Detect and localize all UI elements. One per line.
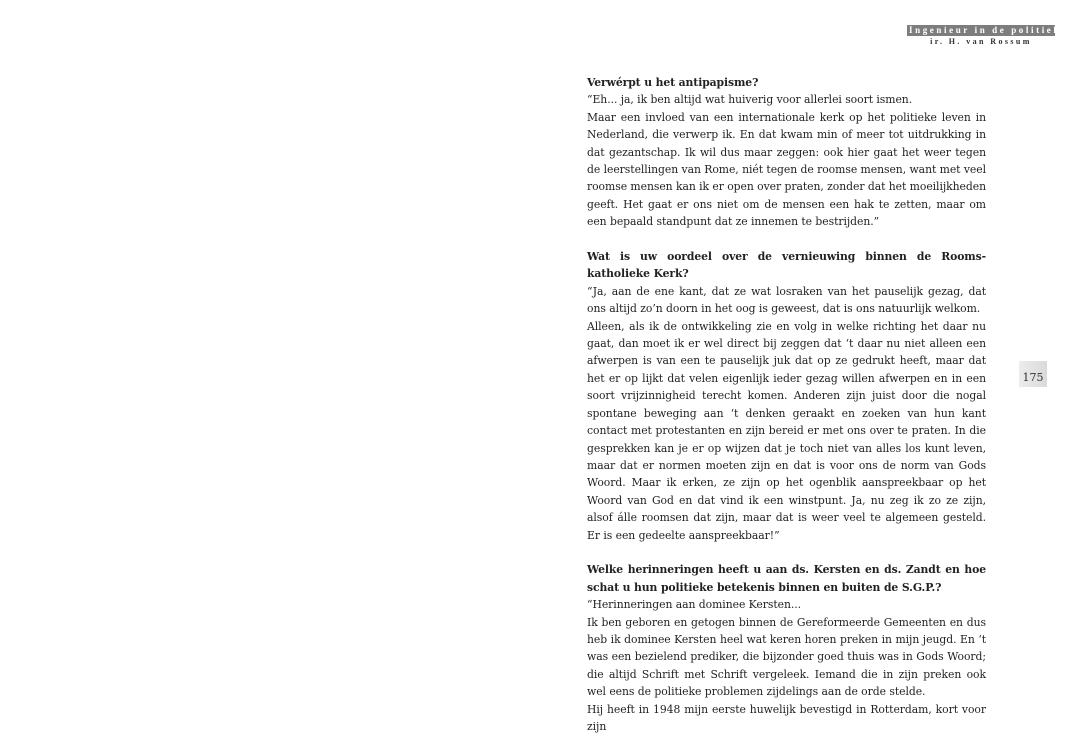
page-number-tab: [1019, 361, 1047, 387]
answer-paragraph: “Eh... ja, ik ben altijd wat huiverig voor allerlei soort ismen.: [587, 93, 913, 107]
answer-paragraph: Maar een invloed van een internationale kerk op het politieke leven in Nederland, die verwerp ik. En dat kwam min of meer tot uitdrukking in dat gezantschap. Ik wil dus maar zeggen: ook hier gaat het weer tegen de leerstellingen van Rome, niét tegen de roomse mensen, want met veel roomse mensen kan ik er open over praten, zonder dat het moeilijkheden geeft. Het gaat er ons niet om de mensen een hak te zetten, maar om een bepaald standpunt dat ze innemen te bestrijden.”: [587, 110, 987, 229]
running-head: [907, 25, 1061, 48]
interview-question: Welke herinneringen heeft u aan ds. Kersten en ds. Zandt en hoe schat u hun politieke betekenis binnen en buiten de S.G.P.?: [587, 563, 986, 594]
running-head-title: Ingenieur in de politiek: [909, 25, 1061, 35]
page-number: 175: [1022, 371, 1044, 384]
interview-question: Verwérpt u het antipapisme?: [587, 76, 759, 89]
answer-paragraph: “Ja, aan de ene kant, dat ze wat losraken van het pauselijk gezag, dat ons altijd zo’n doorn in het oog is geweest, dat is ons natuurlijk welkom.: [587, 284, 986, 316]
answer-paragraph: Alleen, als ik de ontwikkeling zie en volg in welke richting het daar nu gaat, dan moet ik er wel direct bij zeggen dat ‘t daar nu niet alleen een afwerpen is van een te pauselijk juk dat op ze gedrukt heeft, maar dat het er op lijkt dat velen eigenlijk ieder gezag willen afwerpen en in een soort vrijzinnigheid terecht komen. Anderen zijn juist door die nogal spontane beweging aan ‘t denken geraakt en zoeken van hun kant contact met protestanten en zijn bereid er met ons over te praten. In die gesprekken kan je er op wijzen dat je toch niet van alles los kunt leven, maar dat er normen moeten zijn en dat is voor ons de norm van Gods Woord. Maar ik erken, ze zijn op het ogenblik aanspreekbaar op het Woord van God en dat vind ik een winstpunt. Ja, nu zeg ik zo ze zijn, alsof álle roomsen dat zijn, maar dat is weer veel te algemeen gesteld. Er is een gedeelte aanspreekbaar!”: [587, 319, 986, 542]
interview-text: [587, 74, 986, 735]
paragraph-gap: [587, 544, 986, 561]
answer-paragraph: Ik ben geboren en getogen binnen de Gereformeerde Gemeenten en dus heb ik dominee Kersten heel wat keren horen preken in mijn jeugd. En ‘t was een bezielend prediker, die bijzonder goed thuis was in Gods Woord; die altijd Schrift met Schrift vergeleek. Iemand die in zijn preken ook wel eens de politieke problemen zijdelings aan de orde stelde.: [587, 615, 986, 699]
paragraph-gap: [587, 231, 986, 248]
interview-question: Wat is uw oordeel over de vernieuwing binnen de Rooms-katholieke Kerk?: [587, 250, 986, 281]
running-head-author: ir. H. van Rossum: [930, 37, 1032, 46]
answer-paragraph: Hij heeft in 1948 mijn eerste huwelijk bevestigd in Rotterdam, kort voor zijn: [587, 702, 986, 733]
answer-paragraph: “Herinneringen aan dominee Kersten...: [587, 598, 802, 612]
